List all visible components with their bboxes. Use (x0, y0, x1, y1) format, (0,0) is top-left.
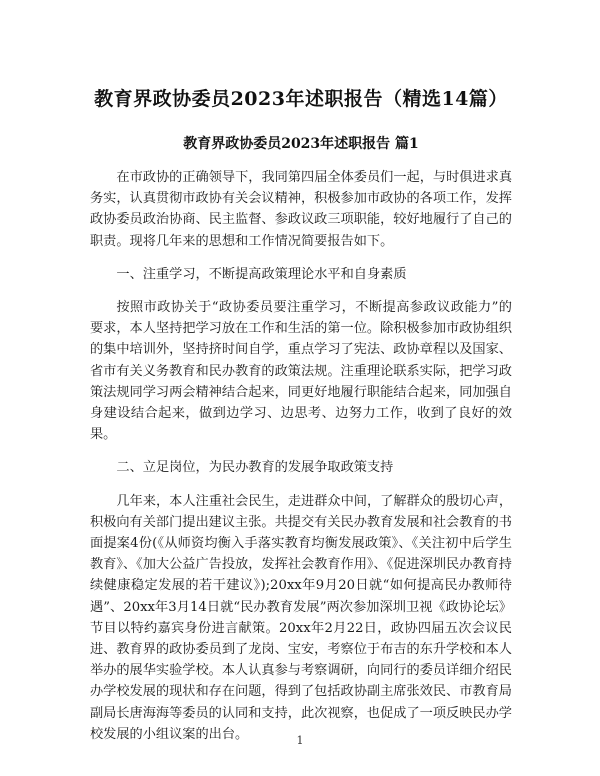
document-title: 教育界政协委员2023年述职报告（精选14篇） (94, 88, 508, 110)
body-paragraph-2: 几年来，本人注重社会民生，走进群众中间，了解群众的殷切心声，积极向有关部门提出建议主张。共提交有关民办教育发展和社会教育的书面提案4份(《从师资均衡入手落实教育均衡发展政策》、《关注初中后学生教育》、《加大公益广告投放，发挥社会教育作用》、《促进深圳民办教育持续健康稳定发展的若干建议》);20xx年9月20日就“如何提高民办教师待遇”、20xx年3月14日就“民办教育发展”两次参加深圳卫视《政协论坛》节目以特约嘉宾身份进言献策。20xx年2月22日，政协四届五次会议民进、教育界的政协委员到了龙岗、宝安，考察位于布吉的东升学校和本人举办的展华实验学校。本人认真参与考察调研，向同行的委员详细介绍民办学校发展的现状和存在问题，得到了包括政协副主席张效民、市教育局副局长唐海海等委员的认同和支持，此次视察，也促成了一项反映民办学校发展的小组议案的出台。 (90, 493, 513, 742)
page-number: 1 (296, 734, 304, 747)
section-heading-1: 一、注重学习，不断提高政策理论水平和自身素质 (116, 266, 407, 282)
section-heading-2: 二、立足岗位，为民办教育的发展争取政策支持 (116, 460, 394, 476)
body-paragraph-1: 按照市政协关于“政协委员要注重学习，不断提高参政议政能力”的要求，本人坚持把学习放在工作和生活的第一位。除积极参加市政协组织的集中培训外，坚持挤时间自学，重点学习了宪法、政协章程以及国家、省市有关义务教育和民办教育的政策法规。注重理论联系实际，把学习政策法规同学习两会精神结合起来，同更好地履行职能结合起来，同加强自身建设结合起来，做到边学习、边思考、边努力工作，收到了良好的效果。 (90, 300, 512, 443)
intro-paragraph: 在市政协的正确领导下，我同第四届全体委员们一起，与时俱进求真务实，认真贯彻市政协有关会议精神，积极参加市政协的各项工作，发挥政协委员政治协商、民主监督、参政议政三项职能，较好地履行了自己的职责。现将几年来的思想和工作情况简要报告如下。 (90, 170, 513, 249)
section-title: 教育界政协委员2023年述职报告 篇1 (183, 136, 419, 152)
